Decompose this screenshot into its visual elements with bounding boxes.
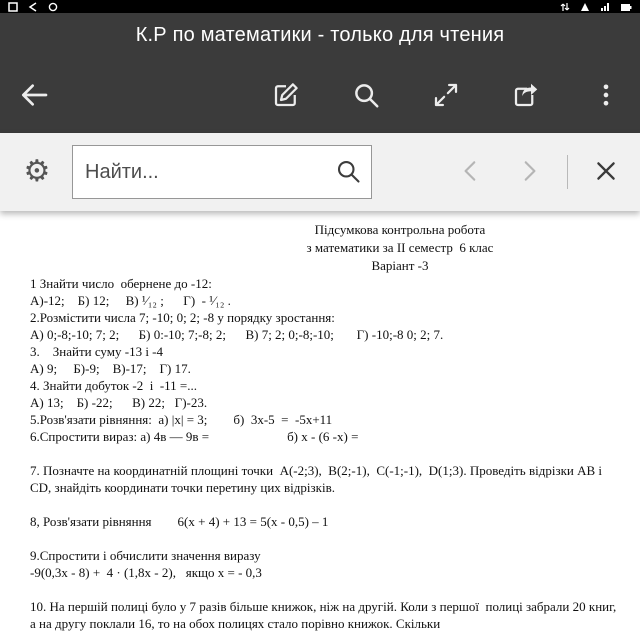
search-icon	[351, 80, 381, 110]
reader-toolbar	[0, 57, 640, 133]
find-bar	[0, 133, 640, 211]
document-viewport[interactable]	[0, 211, 640, 640]
toolbar-right-group	[264, 73, 628, 117]
doc-line: 5.Розв'язати рівняння: а) |х| = 3; б) 3х-5 = -5х+11	[30, 412, 333, 427]
notification-icon	[48, 2, 58, 12]
edit-button[interactable]	[264, 73, 308, 117]
back-arrow-icon	[18, 79, 50, 111]
status-icons-right	[560, 2, 632, 12]
signal-icon	[600, 2, 610, 12]
doc-line: А)-12; Б) 12; В) ¹⁄₁₂ ; Г) - ¹⁄₁₂ .	[30, 293, 231, 308]
share-icon	[511, 80, 541, 110]
prev-match-button[interactable]	[449, 150, 493, 194]
doc-line: 7. Позначте на координатній площині точки А(-2;3), В(2;-1), С(-1;-1), D(1;3). Проведіть відрізки AB і CD, знайдіть координати точки перетину цих відрізків.	[30, 463, 606, 495]
next-match-button[interactable]	[507, 150, 551, 194]
doc-line: 10. На першій полиці було у 7 разів більше книжок, ніж на другій. Коли з першої полиці забрали 20 книг, а на другу поклали 16, то на обох полицях стало порівно книжок. Скільки	[30, 599, 620, 631]
magnifier-icon	[334, 157, 362, 188]
doc-line: А) 9; Б)-9; В)-17; Г) 17.	[30, 361, 191, 376]
search-input[interactable]	[73, 146, 371, 198]
doc-heading-line: з математики за II семестр 6 клас	[306, 240, 494, 255]
doc-line	[30, 445, 622, 462]
fullscreen-button[interactable]	[424, 73, 468, 117]
gear-icon: ⚙	[23, 154, 51, 189]
doc-line	[30, 530, 622, 547]
doc-line: 8, Розв'язати рівняння 6(х + 4) + 13 = 5(х - 0,5) – 1	[30, 514, 329, 529]
doc-line: 1 Знайти число обернене до -12:	[30, 276, 212, 291]
chevron-left-icon	[458, 158, 484, 187]
close-search-button[interactable]	[584, 150, 628, 194]
doc-line: 4. Знайти добуток -2 і -11 =...	[30, 378, 198, 393]
doc-line: 6.Спростити вираз: а) 4в — 9в = б) х - (6 -х) =	[30, 429, 359, 444]
sync-arrows-icon	[560, 2, 570, 12]
search-settings-button[interactable]	[12, 147, 62, 197]
wifi-icon	[580, 2, 590, 12]
doc-line: А) 0;-8;-10; 7; 2; Б) 0:-10; 7;-8; 2; В) 7; 2; 0;-8;-10; Г) -10;-8 0; 2; 7.	[30, 327, 444, 342]
overflow-menu-icon	[592, 81, 620, 109]
share-button[interactable]	[504, 73, 548, 117]
search-submit-button[interactable]	[333, 157, 363, 187]
battery-icon	[620, 2, 632, 12]
doc-line: 2.Розмістити числа 7; -10; 0; 2; -8 у порядку зростання:	[30, 310, 335, 325]
title-bar	[0, 13, 640, 57]
doc-line	[30, 581, 622, 598]
fullscreen-icon	[431, 80, 461, 110]
doc-heading-line: Підсумкова контрольна робота	[314, 222, 486, 237]
doc-line: А) 13; Б) -22; В) 22; Г)-23.	[30, 395, 208, 410]
doc-heading-line: Варіант -3	[371, 258, 429, 273]
notification-icon	[28, 2, 38, 12]
back-button[interactable]	[12, 73, 56, 117]
status-bar	[0, 0, 640, 13]
doc-line	[30, 496, 622, 513]
doc-line: 3. Знайти суму -13 і -4	[30, 344, 164, 359]
edit-icon	[271, 80, 301, 110]
doc-line: 9.Спростити і обчислити значення виразу	[30, 548, 261, 563]
page-title: К.Р по математики - только для чтения	[135, 23, 505, 46]
search-button[interactable]	[344, 73, 388, 117]
chevron-right-icon	[516, 158, 542, 187]
overflow-menu-button[interactable]	[584, 73, 628, 117]
doc-line: -9(0,3х - 8) + 4 · (1,8х - 2), якщо х = - 0,3	[30, 565, 262, 580]
notification-icon	[8, 2, 18, 12]
close-icon	[593, 158, 619, 187]
status-icons-left	[8, 2, 58, 12]
search-input-wrap	[72, 145, 372, 199]
divider	[567, 155, 568, 189]
